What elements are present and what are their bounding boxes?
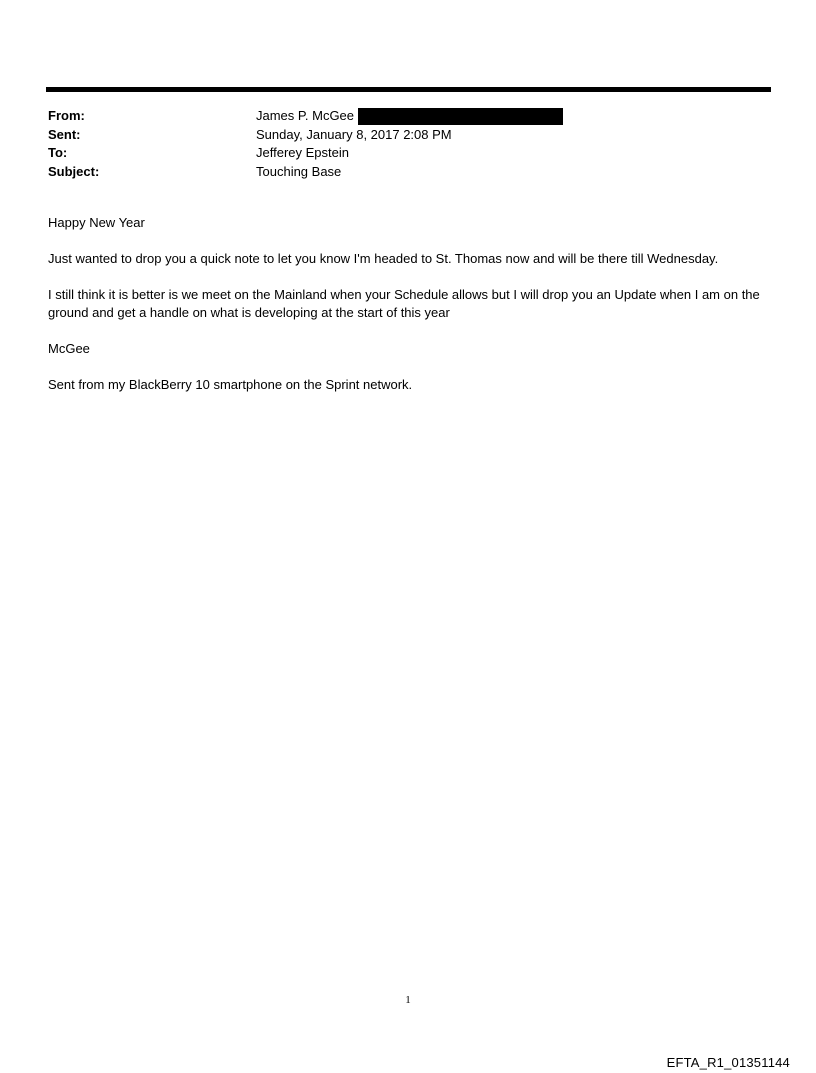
sent-row: [48, 126, 748, 145]
sent-value: Sunday, January 8, 2017 2:08 PM: [256, 126, 452, 142]
email-header: [48, 107, 748, 181]
body-paragraph: I still think it is better is we meet on the Mainland when your Schedule allows but I will drop you an Update when I am on the ground and get a handle on what is developing at the start of this year: [48, 287, 760, 320]
redaction-block: [358, 108, 563, 125]
header-divider: [46, 87, 771, 92]
email-body: [48, 214, 768, 412]
mobile-footer-note: Sent from my BlackBerry 10 smartphone on the Sprint network.: [48, 377, 413, 392]
to-row: [48, 144, 748, 163]
subject-value: Touching Base: [256, 163, 342, 179]
from-value: [256, 107, 563, 126]
from-label: From:: [48, 108, 85, 123]
subject-row: [48, 163, 748, 182]
to-label: To:: [48, 145, 68, 160]
page-number: 1: [405, 994, 411, 1006]
body-paragraph: Just wanted to drop you a quick note to let you know I'm headed to St. Thomas now and will be there till Wednesday.: [48, 251, 719, 266]
greeting: Happy New Year: [48, 215, 145, 230]
from-row: [48, 107, 748, 126]
sent-label: Sent:: [48, 126, 81, 142]
document-id: EFTA_R1_01351144: [666, 1055, 790, 1070]
subject-label: Subject:: [48, 163, 100, 179]
sender-name: James P. McGee: [256, 108, 355, 123]
signature: McGee: [48, 341, 90, 356]
to-value: Jefferey Epstein: [256, 145, 349, 160]
